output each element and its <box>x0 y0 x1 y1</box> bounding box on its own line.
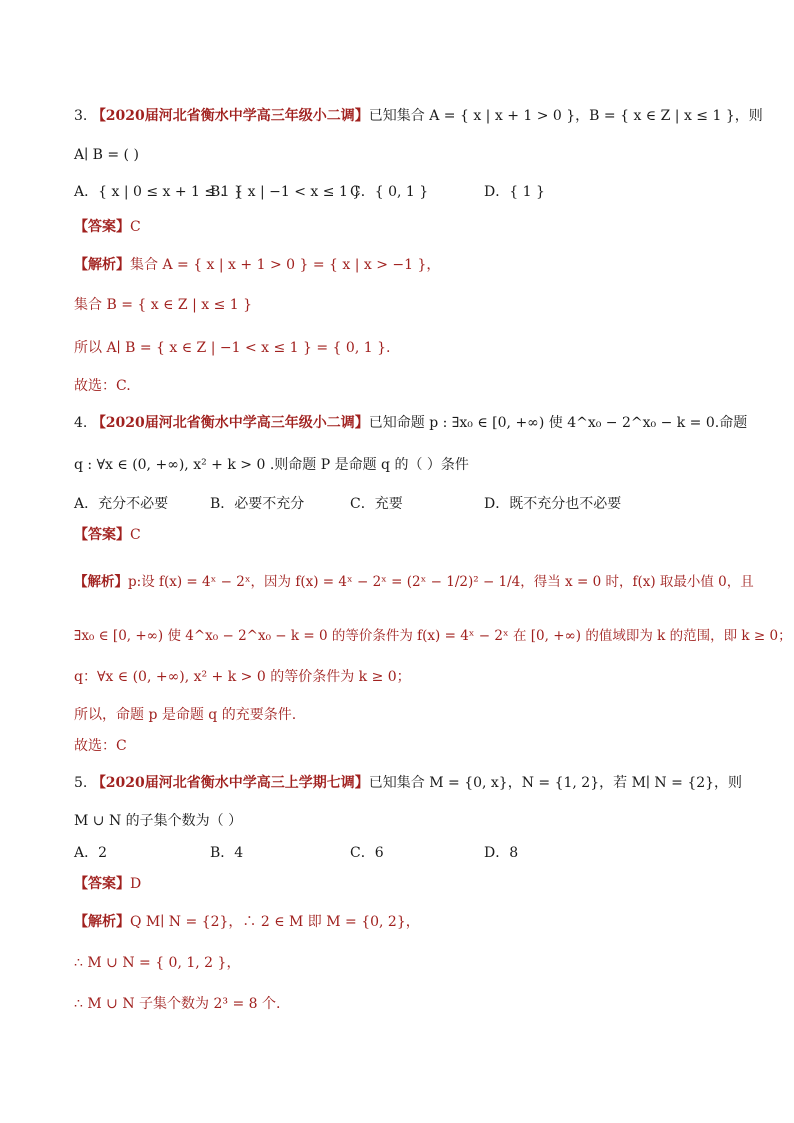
q3-option-b: B．{ x | −1 < x ≤ 1 } <box>210 184 362 200</box>
q5-analysis-line-2: ∴ M ∪ N = { 0, 1, 2 }， <box>74 955 241 971</box>
q5-option-d: D．8 <box>484 845 519 861</box>
q3-stem-text: 已知集合 A = { x | x + 1 > 0 }，B = { x ∈ Z | x ≤ 1 }，则 <box>368 108 763 124</box>
q5-options <box>74 842 774 862</box>
q3-number: 3. <box>74 108 88 124</box>
q4-option-d: D．既不充分也不必要 <box>484 496 622 512</box>
q4-options <box>74 493 774 513</box>
q4-option-c: C．充要 <box>350 496 403 512</box>
q3-analysis-line-1: 【解析】集合 A = { x | x + 1 > 0 } = { x | x > −1 }， <box>74 257 441 273</box>
q5-option-a: A．2 <box>74 845 108 861</box>
q3-answer-tag: 【答案】 <box>74 219 130 235</box>
q4-option-b: B．必要不充分 <box>210 496 305 512</box>
q5-stem-text: 已知集合 M = {0, x}，N = {1, 2}，若 M∣ N = {2}，则 <box>368 775 743 791</box>
q4-analysis-line-4: 所以，命题 p 是命题 q 的充要条件. <box>74 707 297 723</box>
q3-stem-line2: A∣ B = ( ) <box>74 147 139 163</box>
q3-option-a: A．{ x | 0 ≤ x + 1 ≤ 1 } <box>74 184 243 200</box>
q5-option-c: C．6 <box>350 845 384 861</box>
q3-stem <box>74 106 763 126</box>
q4-analysis-line-2: ∃x₀ ∈ [0, +∞) 使 4^x₀ − 2^x₀ − k = 0 的等价条件为 f(x) = 4ˣ − 2ˣ 在 [0, +∞) 的值域即为 k 的范围，即 k ≥ 0； <box>74 628 792 644</box>
q5-answer-tag: 【答案】 <box>74 876 130 892</box>
q4-source: 【2020届河北省衡水中学高三年级小二调】 <box>91 415 369 431</box>
q4-answer <box>74 525 141 545</box>
q4-answer-tag: 【答案】 <box>74 527 130 543</box>
q4-analysis-line-5: 故选：C <box>74 738 127 754</box>
q3-analysis-line-2: 集合 B = { x ∈ Z | x ≤ 1 } <box>74 297 253 313</box>
q5-answer <box>74 874 141 894</box>
q5-stem-line2: M ∪ N 的子集个数为（ ） <box>74 813 243 829</box>
q3-option-d: D．{ 1 } <box>484 184 545 200</box>
q3-options <box>74 181 774 201</box>
q5-analysis-line-1: 【解析】Q M∣ N = {2}，∴ 2 ∈ M 即 M = {0, 2}， <box>74 914 420 930</box>
q5-number: 5. <box>74 775 88 791</box>
q5-analysis-line-3: ∴ M ∪ N 子集个数为 2³ = 8 个. <box>74 996 281 1012</box>
q5-source: 【2020届河北省衡水中学高三上学期七调】 <box>91 775 369 791</box>
q3-source: 【2020届河北省衡水中学高三年级小二调】 <box>91 108 369 124</box>
q4-stem <box>74 413 747 433</box>
q3-analysis-line-3: 所以 A∣ B = { x ∈ Z | −1 < x ≤ 1 } = { 0, 1 }. <box>74 340 391 356</box>
q3-analysis-line-4: 故选：C. <box>74 378 131 394</box>
q4-option-a: A．充分不必要 <box>74 496 169 512</box>
q5-stem <box>74 773 742 793</box>
q5-option-b: B．4 <box>210 845 244 861</box>
q3-option-c: C．{ 0, 1 } <box>350 184 429 200</box>
q3-answer <box>74 217 141 237</box>
q4-analysis-line-1: 【解析】p:设 f(x) = 4ˣ − 2ˣ，因为 f(x) = 4ˣ − 2ˣ = (2ˣ − 1/2)² − 1/4，得当 x = 0 时，f(x) 取最小值 0，且 <box>74 574 754 590</box>
q4-analysis-tag: 【解析】 <box>74 574 128 590</box>
q4-analysis-line-3: q：∀x ∈ (0, +∞), x² + k > 0 的等价条件为 k ≥ 0； <box>74 669 411 685</box>
q5-analysis-tag: 【解析】 <box>74 914 130 930</box>
q4-stem-line2: q : ∀x ∈ (0, +∞), x² + k > 0 .则命题 P 是命题 q 的（ ）条件 <box>74 457 469 473</box>
q3-answer-value: C <box>130 219 141 235</box>
q4-answer-value: C <box>130 527 141 543</box>
q4-number: 4. <box>74 415 88 431</box>
q4-stem-text: 已知命题 p : ∃x₀ ∈ [0, +∞) 使 4^x₀ − 2^x₀ − k = 0.命题 <box>368 415 748 431</box>
q3-analysis-tag: 【解析】 <box>74 257 130 273</box>
q5-answer-value: D <box>130 876 142 892</box>
